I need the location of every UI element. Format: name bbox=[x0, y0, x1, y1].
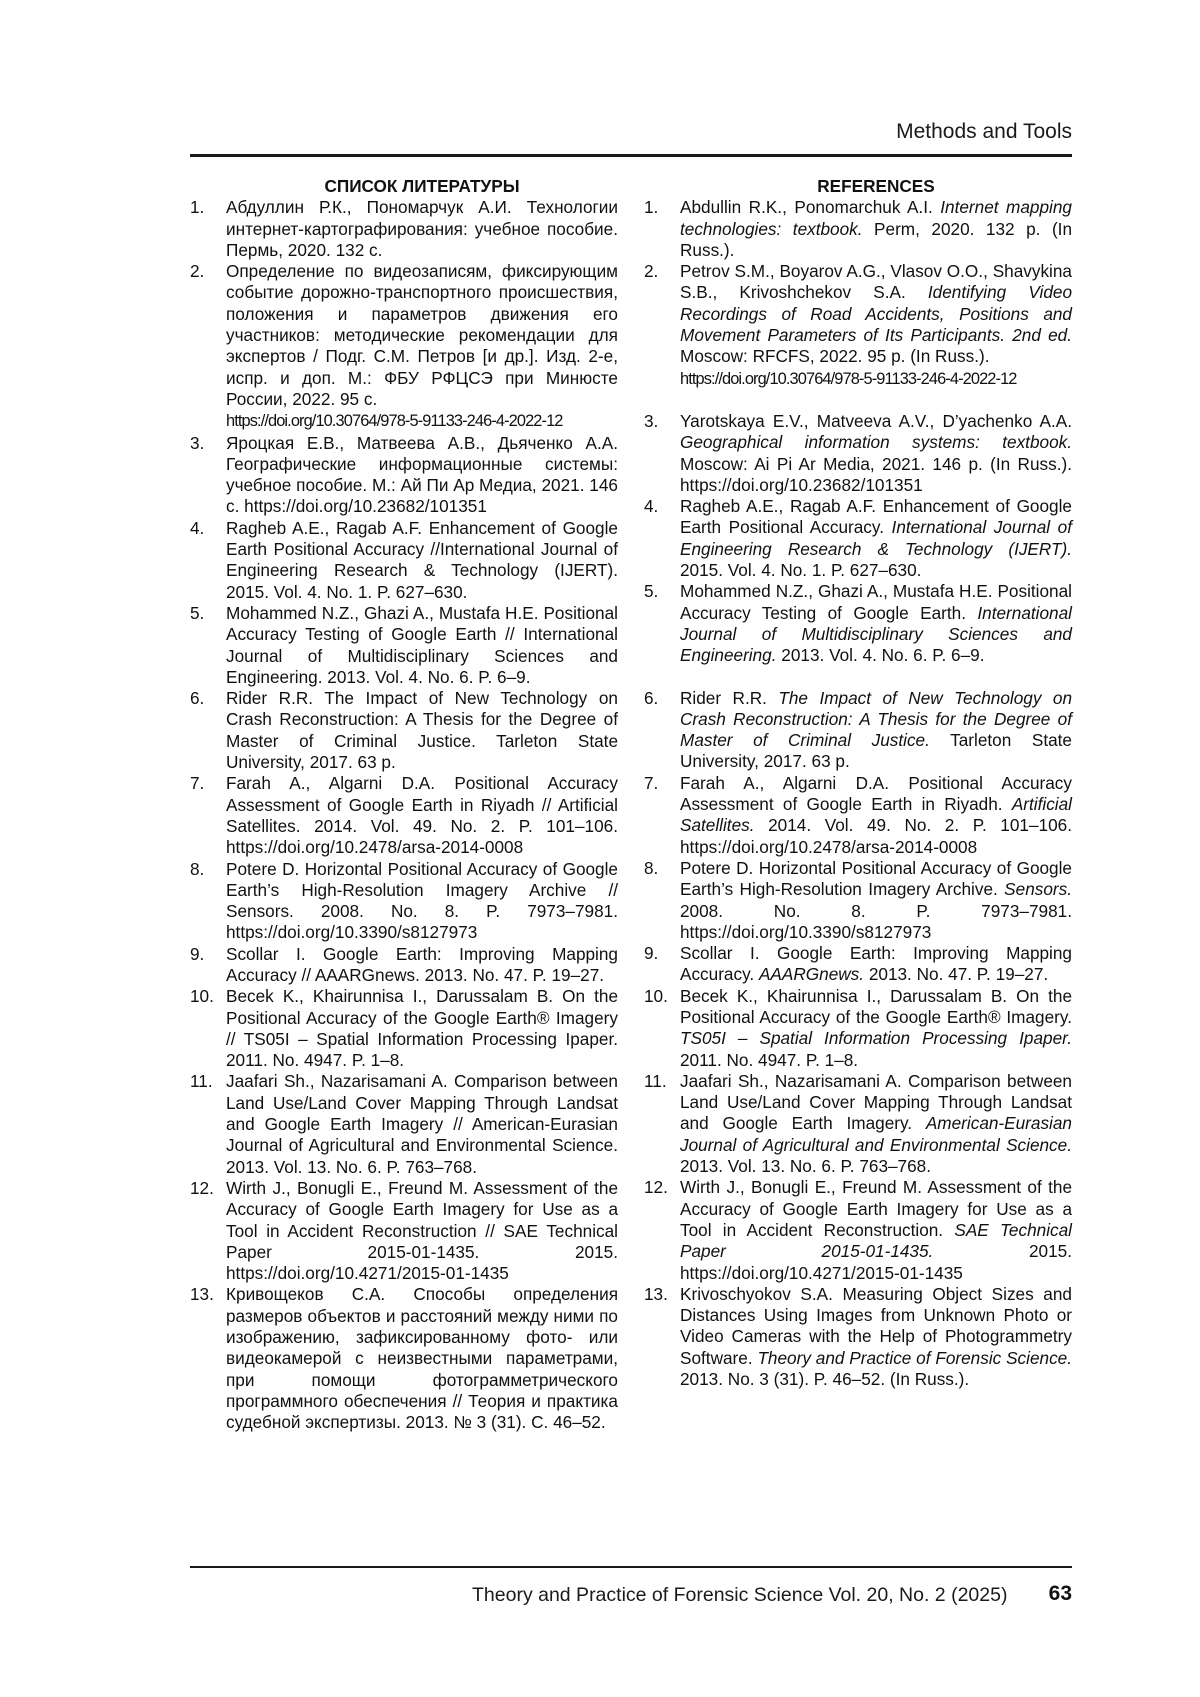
journal-footer: Theory and Practice of Forensic Science Vol. 20, No. 2 (2025) bbox=[472, 1584, 1008, 1606]
ref-ru-7: 7. Farah A., Algarni D.A. Positional Accuracy Assessment of Google Earth in Riyadh // Artificial Satellites. 2014. Vol. 49. No. 2. P. 101–106. https://doi.org/10.2478/arsa-2014-0008 bbox=[190, 773, 618, 858]
ref-ru-5: 5. Mohammed N.Z., Ghazi A., Mustafa H.E. Positional Accuracy Testing of Google Earth // International Journal of Multidisciplinary Sciences and Engineering. 2013. Vol. 4. No. 6. P. 6–9. bbox=[190, 602, 618, 687]
ref-ru-1: 1. Абдуллин Р.К., Пономарчук А.И. Технологии интернет-картографирования: учебное пособие. Пермь, 2020. 132 с. bbox=[190, 197, 618, 260]
ref-ru-4: 4. Ragheb A.E., Ragab A.F. Enhancement of Google Earth Positional Accuracy //International Journal of Engineering Research & Technology (IJERT). 2015. Vol. 4. No. 1. P. 627–630. bbox=[190, 517, 618, 602]
ref-en-2-doi[interactable]: https://doi.org/10.30764/978-5-91133-246-4-2022-12 bbox=[680, 369, 1017, 388]
ref-ru-8: 8. Potere D. Horizontal Positional Accuracy of Google Earth’s High-Resolution Imagery Archive // Sensors. 2008. No. 8. P. 7973–7981. https://doi.org/10.3390/s8127973 bbox=[190, 858, 618, 943]
russian-references bbox=[190, 176, 618, 1434]
ref-ru-9: 9. Scollar I. Google Earth: Improving Mapping Accuracy // AAARGnews. 2013. No. 47. P. 19–27. bbox=[190, 943, 618, 985]
english-references-title: REFERENCES bbox=[817, 176, 935, 196]
ref-ru-12: 12. Wirth J., Bonugli E., Freund M. Assessment of the Accuracy of Google Earth Imagery for Use as a Tool in Accident Reconstruction // SAE Technical Paper 2015-01-1435. 2015. https://doi.org/10.4271/2015-01-1435 bbox=[190, 1177, 618, 1284]
header-rule bbox=[190, 154, 1072, 157]
ref-ru-3: 3. Яроцкая Е.В., Матвеева А.В., Дьяченко А.А. Географические информационные системы: учебное пособие. М.: Ай Пи Ар Медиа, 2021. 146 с. https://doi.org/10.23682/101351 bbox=[190, 432, 618, 517]
ref-en-8: 8. Potere D. Horizontal Positional Accuracy of Google Earth’s High-Resolution Imagery Archive. Sensors. 2008. No. 8. P. 7973–7981. https://doi.org/10.3390/s8127973 bbox=[644, 857, 1072, 942]
ref-en-10: 10. Becek K., Khairunnisa I., Darussalam B. On the Positional Accuracy of the Google Earth® Imagery. TS05I – Spatial Information Processing Ipaper. 2011. No. 4947. P. 1–8. bbox=[644, 985, 1072, 1070]
ref-en-9: 9. Scollar I. Google Earth: Improving Mapping Accuracy. AAARGnews. 2013. No. 47. P. 19–27. bbox=[644, 943, 1072, 985]
ref-en-6: 6. Rider R.R. The Impact of New Technology on Crash Reconstruction: A Thesis for the Degree of Master of Criminal Justice. Tarleton State University, 2017. 63 p. bbox=[644, 687, 1072, 772]
ref-en-13: 13. Krivoschyokov S.A. Measuring Object Sizes and Distances Using Images from Unknown Photo or Video Cameras with the Help of Photogrammetry Software. Theory and Practice of Forensic Science. 2013. No. 3 (31). P. 46–52. (In Russ.). bbox=[644, 1283, 1072, 1390]
ref-ru-10: 10. Becek K., Khairunnisa I., Darussalam B. On the Positional Accuracy of the Google Earth® Imagery // TS05I – Spatial Information Processing Ipaper. 2011. No. 4947. P. 1–8. bbox=[190, 986, 618, 1071]
ref-en-1: 1. Abdullin R.K., Ponomarchuk A.I. Internet mapping technologies: textbook. Perm, 2020. 132 p. (In Russ.). bbox=[644, 197, 1072, 260]
section-label: Methods and Tools bbox=[896, 120, 1072, 143]
english-references bbox=[644, 176, 1072, 1390]
footer-rule bbox=[190, 1566, 1072, 1568]
ref-ru-2-doi[interactable]: https://doi.org/10.30764/978-5-91133-246-4-2022-12 bbox=[226, 412, 563, 431]
ref-en-12: 12. Wirth J., Bonugli E., Freund M. Assessment of the Accuracy of Google Earth Imagery for Use as a Tool in Accident Reconstruction. SAE Technical Paper 2015-01-1435. 2015. https://doi.org/10.4271/2015-01-1435 bbox=[644, 1177, 1072, 1283]
page-number: 63 bbox=[1048, 1582, 1072, 1605]
ref-ru-11: 11. Jaafari Sh., Nazarisamani A. Comparison between Land Use/Land Cover Mapping Through Landsat and Google Earth Imagery // American-Eurasian Journal of Agricultural and Environmental Science. 2013. Vol. 13. No. 6. P. 763–768. bbox=[190, 1071, 618, 1177]
ref-en-3: 3. Yarotskaya E.V., Matveeva A.V., D’yachenko A.A. Geographical information systems: textbook. Moscow: Ai Pi Ar Media, 2021. 146 p. (In Russ.). https://doi.org/10.23682/101351 bbox=[644, 410, 1072, 495]
ref-ru-2: 2. Определение по видеозаписям, фиксирующим событие дорожно-транспортного происшествия, положения и параметров движения его участников: методические рекомендации для экспертов / Подг. С.М. Петров [и др.]. Изд. 2-е, испр. и доп. М.: ФБУ РФЦСЭ при Минюсте России, 2022. 95 с. https://doi.org/10.30764/978-5-91133-246-4-2022-12 bbox=[190, 261, 618, 431]
ref-en-7: 7. Farah A., Algarni D.A. Positional Accuracy Assessment of Google Earth in Riyadh. Artificial Satellites. 2014. Vol. 49. No. 2. P. 101–106. https://doi.org/10.2478/arsa-2014-0008 bbox=[644, 772, 1072, 857]
ref-en-4: 4. Ragheb A.E., Ragab A.F. Enhancement of Google Earth Positional Accuracy. International Journal of Engineering Research & Technology (IJERT). 2015. Vol. 4. No. 1. P. 627–630. bbox=[644, 496, 1072, 581]
russian-references-title: СПИСОК ЛИТЕРАТУРЫ bbox=[324, 176, 520, 196]
ref-ru-6: 6. Rider R.R. The Impact of New Technology on Crash Reconstruction: A Thesis for the Degree of Master of Criminal Justice. Tarleton State University, 2017. 63 p. bbox=[190, 688, 618, 773]
ref-ru-13: 13. Кривощеков С.А. Способы определения размеров объектов и расстояний между ними по изображению, зафиксированному фото- или видеокамерой с неизвестными параметрами, при помощи фотограмметрического программного обеспечения // Теория и практика судебной экспертизы. 2013. № 3 (31). С. 46–52. bbox=[190, 1284, 618, 1433]
ref-en-11: 11. Jaafari Sh., Nazarisamani A. Comparison between Land Use/Land Cover Mapping Through Landsat and Google Earth Imagery. American-Eurasian Journal of Agricultural and Environmental Science. 2013. Vol. 13. No. 6. P. 763–768. bbox=[644, 1070, 1072, 1177]
ref-en-2: 2. Petrov S.M., Boyarov A.G., Vlasov O.O., Shavykina S.B., Krivoshchekov S.A. Identifying Video Recordings of Road Accidents, Positions and Movement Parameters of Its Participants. 2nd ed. Moscow: RFCFS, 2022. 95 p. (In Russ.). https://doi.org/10.30764/978-5-91133-246-4-2022-12 bbox=[644, 261, 1072, 388]
ref-en-5: 5. Mohammed N.Z., Ghazi A., Mustafa H.E. Positional Accuracy Testing of Google Earth. International Journal of Multidisciplinary Sciences and Engineering. 2013. Vol. 4. No. 6. P. 6–9. bbox=[644, 581, 1072, 666]
